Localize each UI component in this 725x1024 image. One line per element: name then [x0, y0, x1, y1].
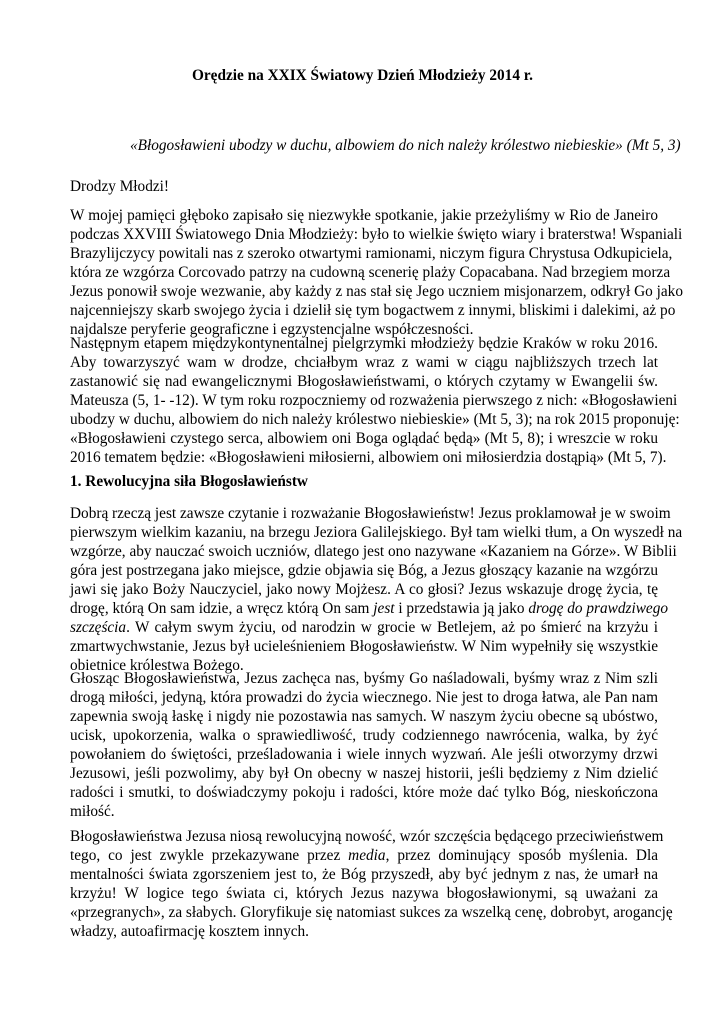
- paragraph-5: [70, 827, 673, 941]
- text-line: krzyżu! W logice tego świata ci, których Jezus nazywa błogosławionymi, są uważani za: [70, 885, 658, 902]
- text-line: obietnice królestwa Bożego.: [70, 657, 244, 674]
- text-line: pierwszym wielkim kazaniu, na brzegu Jeziora Galilejskiego. Był tam wielki tłum, a On wyszedł na: [70, 524, 683, 541]
- text-line: «przegranych», za słabych. Gloryfikuje się natomiast sukces za wszelką cenę, dobrobyt, arogancję: [70, 904, 673, 921]
- text-line: wzgórze, aby nauczać swoich uczniów, dlatego jest ono nazywane «Kazaniem na Górze». W Biblii: [70, 543, 677, 560]
- paragraph-4: [70, 669, 658, 821]
- text-line: Jezus ponowił swoje wezwanie, aby każdy z nas stał się Jego uczniem misjonarzem, odkrył Go jako: [70, 283, 683, 300]
- text-line: 2016 tematem będzie: «Błogosławieni miłosierni, albowiem oni miłosierdzia dostąpią» (Mt 5, 7).: [70, 449, 667, 466]
- text-line: radości i smutki, to doświadczymy pokoju i radości, które może dać tylko Bóg, nieskończona: [70, 784, 658, 801]
- text-line: W mojej pamięci głęboko zapisało się niezwykłe spotkanie, jakie przeżyliśmy w Rio de Janeiro: [70, 207, 658, 224]
- text-line: drogą miłości, jedyną, która prowadzi do życia wiecznego. Nie jest to droga łatwa, ale Pan nam: [70, 689, 658, 706]
- text-line: najcenniejszy skarb swojego życia i dzielił się tym bogactwem z innymi, bliskimi i dalekimi, aż po: [70, 302, 676, 319]
- text-line: podczas XXVIII Światowego Dnia Młodzieży: było to wielkie święto wiary i braterstwa! Wspaniali: [70, 226, 683, 243]
- paragraph-1: [70, 206, 683, 339]
- text-line: powołaniem do świętości, prześladowania i wiele innych wyzwań. Ale jeśli otworzymy drzwi: [70, 746, 658, 763]
- text-line: zastanowić się nad ewangelicznymi Błogosławieństwami, o których czytamy w Ewangelii św.: [70, 373, 658, 390]
- document-title: Orędzie na XXIX Światowy Dzień Młodzieży 2014 r.: [191, 67, 534, 84]
- text-line: która ze wzgórza Corcovado patrzy na cudowną scenerię plaży Copacabana. Nad brzegiem morza: [70, 264, 671, 281]
- text-line: władzy, autoafirmację kosztem innych.: [70, 923, 309, 940]
- text-line: tego, co jest zwykle przekazywane przez media, przez dominujący sposób myślenia. Dla: [70, 847, 658, 864]
- text-line: Błogosławieństwa Jezusa niosą rewolucyjną nowość, wzór szczęścia będącego przeciwieństwem: [70, 828, 664, 845]
- text-line: najdalsze peryferie geograficzne i egzystencjalne współczesności.: [70, 321, 474, 338]
- text-line: Aby towarzyszyć wam w drodze, chciałbym wraz z wami w ciągu najbliższych trzech lat: [70, 354, 658, 371]
- text-line: drogę, którą On sam idzie, a wręcz którą On sam jest i przedstawia ją jako drogę do prawdziwego: [70, 600, 668, 617]
- text-line: zapewnia swoją łaskę i nigdy nie pozostawia nas samych. W naszym życiu obecne są ubóstwo,: [70, 708, 658, 725]
- text-line: Brazylijczycy powitali nas z szeroko otwartymi ramionami, niczym figura Chrystusa Odkupiciela,: [70, 245, 673, 262]
- text-line: zmartwychwstanie, Jezus był ucieleśnieniem Błogosławieństw. W Nim wypełniły się wszystkie: [70, 638, 658, 655]
- text-line: mentalności świata zgorszeniem jest to, że Bóg przyszedł, aby być jednym z nas, że umarł na: [70, 866, 658, 883]
- epigraph-quote: «Błogosławieni ubodzy w duchu, albowiem do nich należy królestwo niebieskie» (Mt 5, 3): [130, 137, 681, 154]
- text-line: góra jest postrzegana jako miejsce, gdzie objawia się Bóg, a Jezus głoszący kazanie na wzgórzu: [70, 562, 658, 579]
- text-line: jawi się jako Boży Nauczyciel, jako nowy Mojżesz. A co głosi? Jezus wskazuje drogę życia, tę: [70, 581, 658, 598]
- text-line: ubodzy w duchu, albowiem do nich należy królestwo niebieskie» (Mt 5, 3); na rok 2015 proponuję:: [70, 411, 680, 428]
- text-line: Głosząc Błogosławieństwa, Jezus zachęca nas, byśmy Go naśladowali, byśmy wraz z Nim szli: [70, 670, 658, 687]
- text-line: ucisk, upokorzenia, walka o sprawiedliwość, trudy codziennego nawrócenia, walka, by żyć: [70, 727, 658, 744]
- paragraph-2: [70, 334, 680, 467]
- section-heading: 1. Rewolucyjna siła Błogosławieństw: [70, 473, 308, 490]
- text-line: Dobrą rzeczą jest zawsze czytanie i rozważanie Błogosławieństw! Jezus proklamował je w swoim: [70, 505, 671, 522]
- text-line: miłość.: [70, 803, 115, 820]
- greeting: Drodzy Młodzi!: [70, 178, 169, 195]
- text-line: Jezusowi, jeśli pozwolimy, aby był On obecny w naszej historii, jeśli będziemy z Nim dzielić: [70, 765, 658, 782]
- text-line: Następnym etapem międzykontynentalnej pielgrzymki młodzieży będzie Kraków w roku 2016.: [70, 335, 658, 352]
- text-line: szczęścia. W całym swym życiu, od narodzin w grocie w Betlejem, aż po śmierć na krzyżu i: [70, 619, 658, 636]
- paragraph-3: [70, 504, 683, 675]
- text-line: Mateusza (5, 1- -12). W tym roku rozpoczniemy od rozważenia pierwszego z nich: «Błogosławieni: [70, 392, 678, 409]
- text-line: «Błogosławieni czystego serca, albowiem oni Boga oglądać będą» (Mt 5, 8); i wreszcie w roku: [70, 430, 658, 447]
